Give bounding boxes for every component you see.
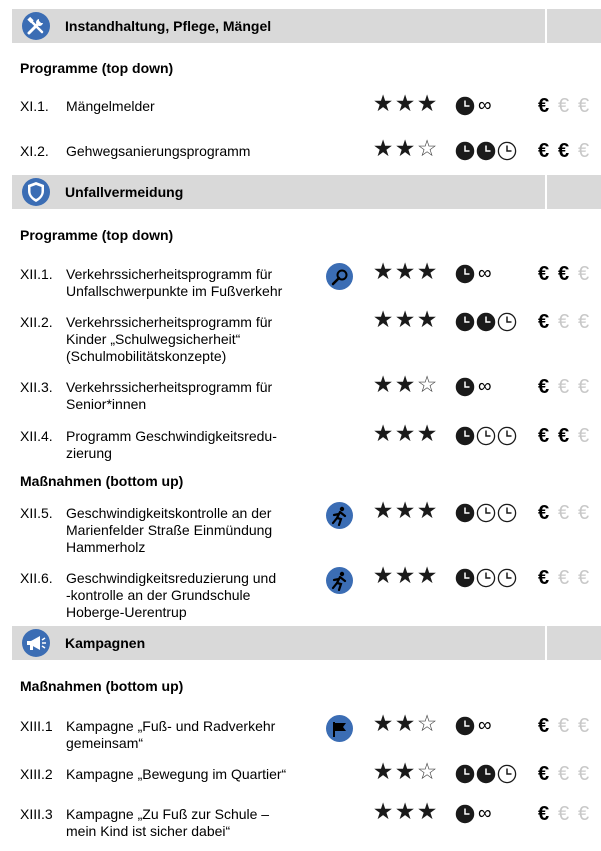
euro-active-icon: €: [558, 263, 570, 285]
measure-number: XIII.3: [20, 806, 53, 822]
euro-active-icon: €: [558, 425, 570, 447]
star-rating: [372, 758, 438, 784]
section-header-rating-column: [545, 175, 601, 209]
euro-active-icon: €: [538, 376, 550, 398]
measure-title-line: Geschwindigkeitsreduzierung und: [66, 570, 277, 586]
star-filled-icon: ★: [372, 135, 394, 161]
clock-filled-icon: [455, 141, 476, 161]
measure-title: [66, 570, 314, 621]
star-filled-icon: ★: [394, 90, 416, 116]
section-header: [12, 9, 601, 43]
euro-active-icon: €: [538, 95, 550, 117]
euro-inactive-icon: €: [578, 95, 590, 117]
star-filled-icon: ★: [372, 758, 394, 784]
measure-title-line: Mängelmelder: [66, 98, 155, 114]
measure-title-line: Kampagne „Zu Fuß zur Schule –: [66, 806, 270, 822]
cost-rating: [538, 762, 598, 786]
star-rating: [372, 420, 438, 446]
star-filled-icon: ★: [394, 798, 416, 824]
group-heading: Programme (top down): [20, 60, 174, 76]
measure-number: XII.6.: [20, 570, 53, 586]
star-filled-icon: ★: [372, 798, 394, 824]
star-empty-icon: ☆: [416, 710, 438, 736]
star-filled-icon: ★: [372, 371, 394, 397]
megaphone-icon: [22, 629, 50, 657]
duration-rating: [455, 426, 518, 446]
clock-filled-icon: [455, 264, 476, 284]
measure-title: [66, 718, 314, 752]
euro-inactive-icon: €: [578, 567, 590, 589]
section-header-rating-column: [545, 626, 601, 660]
measure-title-line: Unfallschwerpunkte im Fußverkehr: [66, 283, 283, 299]
star-filled-icon: ★: [372, 306, 394, 332]
star-filled-icon: ★: [416, 258, 438, 284]
clock-filled-icon: [476, 312, 497, 332]
clock-filled-icon: [455, 377, 476, 397]
measure-title-line: Verkehrssicherheitsprogramm für: [66, 314, 273, 330]
star-rating: [372, 258, 438, 284]
star-rating: [372, 497, 438, 523]
section-title: Kampagnen: [65, 635, 146, 651]
group-heading: Maßnahmen (bottom up): [20, 473, 184, 489]
measure-title: [66, 314, 314, 365]
clock-filled-icon: [476, 764, 497, 784]
measure-number: XII.1.: [20, 266, 53, 282]
measure-number: XI.2.: [20, 143, 49, 159]
star-filled-icon: ★: [394, 135, 416, 161]
euro-active-icon: €: [538, 803, 550, 825]
star-empty-icon: ☆: [416, 135, 438, 161]
measure-number: XIII.2: [20, 766, 53, 782]
euro-inactive-icon: €: [578, 763, 590, 785]
euro-inactive-icon: €: [558, 567, 570, 589]
star-rating: [372, 306, 438, 332]
cost-rating: [538, 802, 598, 826]
star-filled-icon: ★: [372, 497, 394, 523]
measure-title-line: gemeinsam“: [66, 735, 144, 751]
star-filled-icon: ★: [372, 420, 394, 446]
measure-title-line: Programm Geschwindigkeitsredu-: [66, 428, 277, 444]
measure-title: [66, 379, 314, 413]
euro-inactive-icon: €: [558, 376, 570, 398]
duration-rating: [455, 716, 492, 736]
star-empty-icon: ☆: [416, 371, 438, 397]
star-filled-icon: ★: [394, 371, 416, 397]
section-header: [12, 175, 601, 209]
duration-rating: [455, 503, 518, 523]
euro-inactive-icon: €: [558, 803, 570, 825]
star-filled-icon: ★: [372, 710, 394, 736]
clock-empty-icon: [497, 141, 518, 161]
runner-icon: [326, 567, 353, 594]
clock-empty-icon: [497, 312, 518, 332]
star-rating: [372, 90, 438, 116]
clock-filled-icon: [455, 312, 476, 332]
euro-inactive-icon: €: [578, 140, 590, 162]
euro-inactive-icon: €: [558, 715, 570, 737]
cost-rating: [538, 501, 598, 525]
clock-empty-icon: [497, 503, 518, 523]
euro-inactive-icon: €: [578, 376, 590, 398]
star-filled-icon: ★: [394, 710, 416, 736]
flag-icon: [326, 715, 353, 742]
star-filled-icon: ★: [372, 258, 394, 284]
section-header: [12, 626, 601, 660]
euro-active-icon: €: [538, 502, 550, 524]
cost-rating: [538, 262, 598, 286]
euro-inactive-icon: €: [578, 715, 590, 737]
star-filled-icon: ★: [394, 758, 416, 784]
duration-rating: [455, 96, 492, 116]
duration-rating: [455, 377, 492, 397]
infinity-icon: ∞: [478, 715, 492, 736]
measure-title-line: Kampagne „Bewegung im Quartier“: [66, 766, 287, 782]
euro-active-icon: €: [538, 763, 550, 785]
measure-number: XII.5.: [20, 505, 53, 521]
euro-inactive-icon: €: [578, 425, 590, 447]
star-rating: [372, 135, 438, 161]
clock-filled-icon: [455, 764, 476, 784]
clock-empty-icon: [476, 568, 497, 588]
shield-icon: [22, 178, 50, 206]
cost-rating: [538, 566, 598, 590]
star-rating: [372, 710, 438, 736]
measure-title: [66, 766, 314, 783]
measure-number: XI.1.: [20, 98, 49, 114]
star-filled-icon: ★: [394, 562, 416, 588]
clock-filled-icon: [476, 141, 497, 161]
group-heading: Maßnahmen (bottom up): [20, 678, 184, 694]
clock-filled-icon: [455, 96, 476, 116]
measure-title-line: Kampagne „Fuß- und Radverkehr: [66, 718, 276, 734]
euro-active-icon: €: [538, 263, 550, 285]
section-title: Instandhaltung, Pflege, Mängel: [65, 18, 272, 34]
star-filled-icon: ★: [416, 306, 438, 332]
measure-title-line: -kontrolle an der Grundschule: [66, 587, 251, 603]
star-filled-icon: ★: [416, 90, 438, 116]
star-filled-icon: ★: [372, 90, 394, 116]
cost-rating: [538, 714, 598, 738]
infinity-icon: ∞: [478, 803, 492, 824]
measure-number: XIII.1: [20, 718, 53, 734]
euro-active-icon: €: [558, 140, 570, 162]
measure-title-line: Verkehrssicherheitsprogramm für: [66, 379, 273, 395]
euro-inactive-icon: €: [578, 263, 590, 285]
tools-icon: [22, 12, 50, 40]
group-heading: Programme (top down): [20, 227, 174, 243]
clock-filled-icon: [455, 503, 476, 523]
clock-empty-icon: [497, 568, 518, 588]
measure-title-line: Gehwegsanierungsprogramm: [66, 143, 251, 159]
star-filled-icon: ★: [416, 798, 438, 824]
infinity-icon: ∞: [478, 376, 492, 397]
measure-title-line: mein Kind ist sicher dabei“: [66, 823, 231, 839]
measure-title-line: Senior*innen: [66, 396, 147, 412]
measure-title: [66, 143, 314, 160]
measure-title: [66, 98, 314, 115]
star-rating: [372, 562, 438, 588]
cost-rating: [538, 139, 598, 163]
measure-title: [66, 266, 314, 300]
euro-inactive-icon: €: [578, 311, 590, 333]
clock-empty-icon: [476, 426, 497, 446]
measure-title-line: Kinder „Schulwegsicherheit“: [66, 331, 241, 347]
euro-active-icon: €: [538, 140, 550, 162]
star-filled-icon: ★: [416, 497, 438, 523]
star-filled-icon: ★: [394, 420, 416, 446]
cost-rating: [538, 375, 598, 399]
measure-title: [66, 806, 314, 840]
clock-filled-icon: [455, 568, 476, 588]
magnifier-icon: [326, 263, 353, 290]
star-filled-icon: ★: [394, 258, 416, 284]
star-rating: [372, 371, 438, 397]
star-filled-icon: ★: [416, 420, 438, 446]
infinity-icon: ∞: [478, 263, 492, 284]
euro-inactive-icon: €: [578, 502, 590, 524]
clock-filled-icon: [455, 426, 476, 446]
euro-inactive-icon: €: [558, 763, 570, 785]
star-rating: [372, 798, 438, 824]
duration-rating: [455, 804, 492, 824]
section-title: Unfallvermeidung: [65, 184, 184, 200]
measure-title-line: Hoberge-Uerentrup: [66, 604, 187, 620]
star-filled-icon: ★: [416, 562, 438, 588]
clock-filled-icon: [455, 804, 476, 824]
clock-empty-icon: [476, 503, 497, 523]
measure-title-line: Geschwindigkeitskontrolle an der: [66, 505, 272, 521]
measure-title-line: Verkehrssicherheitsprogramm für: [66, 266, 273, 282]
section-header-rating-column: [545, 9, 601, 43]
star-filled-icon: ★: [372, 562, 394, 588]
euro-inactive-icon: €: [558, 502, 570, 524]
euro-active-icon: €: [538, 715, 550, 737]
euro-inactive-icon: €: [578, 803, 590, 825]
clock-empty-icon: [497, 764, 518, 784]
duration-rating: [455, 312, 518, 332]
measure-number: XII.4.: [20, 428, 53, 444]
measure-number: XII.2.: [20, 314, 53, 330]
measure-title: [66, 505, 314, 556]
measure-title: [66, 428, 314, 462]
star-empty-icon: ☆: [416, 758, 438, 784]
duration-rating: [455, 264, 492, 284]
duration-rating: [455, 141, 518, 161]
runner-icon: [326, 502, 353, 529]
measure-title-line: Hammerholz: [66, 539, 146, 555]
euro-active-icon: €: [538, 567, 550, 589]
measure-number: XII.3.: [20, 379, 53, 395]
duration-rating: [455, 568, 518, 588]
clock-empty-icon: [497, 426, 518, 446]
star-filled-icon: ★: [394, 497, 416, 523]
euro-inactive-icon: €: [558, 311, 570, 333]
measure-title-line: Marienfelder Straße Einmündung: [66, 522, 273, 538]
euro-active-icon: €: [538, 425, 550, 447]
duration-rating: [455, 764, 518, 784]
star-filled-icon: ★: [394, 306, 416, 332]
cost-rating: [538, 94, 598, 118]
measure-title-line: (Schulmobilitätskonzepte): [66, 348, 227, 364]
euro-active-icon: €: [538, 311, 550, 333]
infinity-icon: ∞: [478, 95, 492, 116]
clock-filled-icon: [455, 716, 476, 736]
cost-rating: [538, 424, 598, 448]
cost-rating: [538, 310, 598, 334]
euro-inactive-icon: €: [558, 95, 570, 117]
measure-title-line: zierung: [66, 445, 112, 461]
